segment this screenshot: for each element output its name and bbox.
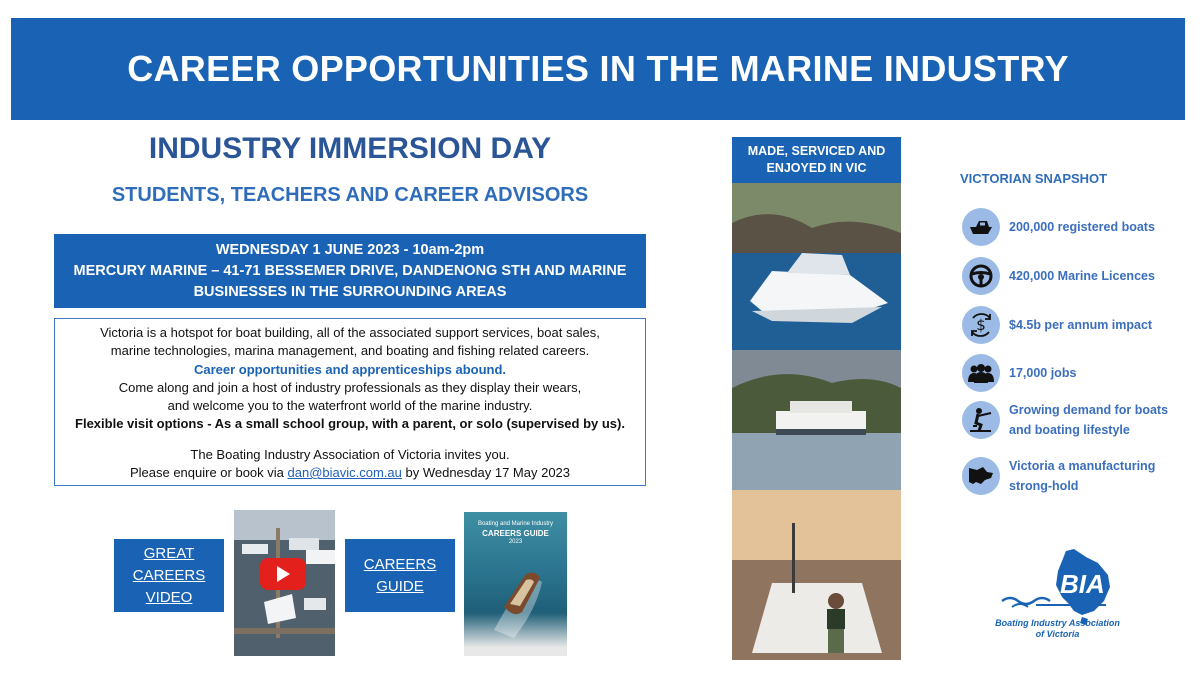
snapshot-text: 420,000 Marine Licences: [1009, 269, 1155, 283]
boats-photo-column: [732, 137, 901, 660]
snapshot-item: [962, 208, 1169, 246]
event-details-box: [54, 234, 646, 308]
victoria-map-icon: [962, 457, 1000, 495]
play-icon: [275, 565, 291, 583]
snapshot-item: [962, 456, 1169, 496]
description-line: marine technologies, marina management, and boating and fishing related careers.: [110, 343, 590, 359]
snapshot-text: 200,000 registered boats: [1009, 220, 1155, 234]
svg-text:BIA: BIA: [1060, 569, 1105, 599]
snapshot-text: 17,000 jobs: [1009, 366, 1077, 380]
description-highlight: Career opportunities and apprenticeships abound.: [193, 361, 507, 377]
photo-column-heading: MADE, SERVICED AND ENJOYED IN VIC: [732, 137, 901, 183]
snapshot-item: [962, 306, 1169, 344]
careers-guide-link[interactable]: CAREERS GUIDE: [345, 539, 455, 612]
header-banner: [11, 18, 1185, 120]
snapshot-text: Victoria a manufacturing strong-hold: [1009, 459, 1156, 493]
boat-icon: [962, 208, 1000, 246]
description-line: and welcome you to the waterfront world of the marine industry.: [167, 398, 533, 414]
description-line: Come along and join a host of industry professionals as they display their wears,: [118, 379, 582, 395]
invitation-line: The Boating Industry Association of Victoria invites you.: [190, 446, 510, 462]
snapshot-item: [962, 354, 1169, 392]
careers-guide-cover[interactable]: Boating and Marine Industry CAREERS GUIDE 2023: [464, 512, 567, 656]
snapshot-text: $4.5b per annum impact: [1009, 318, 1153, 332]
snapshot-item: [962, 400, 1169, 440]
event-date: WEDNESDAY 1 JUNE 2023 - 10am-2pm: [215, 242, 485, 258]
event-location-cont: BUSINESSES IN THE SURROUNDING AREAS: [193, 284, 507, 300]
bia-organisation-name: Boating Industry Association of Victoria: [995, 618, 1120, 639]
boat-photos: [732, 183, 901, 660]
svg-text:$: $: [976, 316, 986, 334]
water-skier-icon: [962, 401, 1000, 439]
people-icon: [962, 354, 1000, 392]
snapshot-text: Growing demand for boats and boating lifestyle: [1009, 403, 1169, 437]
page-title: CAREER OPPORTUNITIES IN THE MARINE INDUSTRY: [127, 48, 1069, 89]
snapshot-item: [962, 257, 1169, 295]
event-description: [54, 318, 646, 486]
dollar-icon: [962, 306, 1000, 344]
careers-video-link[interactable]: GREAT CAREERS VIDEO: [114, 539, 224, 612]
event-title: INDUSTRY IMMERSION DAY: [148, 132, 552, 165]
email-link[interactable]: dan@biavic.com.au: [287, 465, 402, 481]
event-audience: STUDENTS, TEACHERS AND CAREER ADVISORS: [111, 184, 589, 206]
play-button[interactable]: [260, 558, 306, 590]
event-location: MERCURY MARINE – 41-71 BESSEMER DRIVE, DANDENONG STH AND MARINE: [73, 263, 627, 279]
speedboat-image: [464, 512, 567, 656]
steering-wheel-icon: [962, 257, 1000, 295]
enquire-line: Please enquire or book via dan@biavic.com.au by Wednesday 17 May 2023: [129, 465, 571, 481]
video-thumbnail[interactable]: [234, 510, 335, 656]
snapshot-title: VICTORIAN SNAPSHOT: [960, 171, 1108, 186]
description-line: Victoria is a hotspot for boat building, all of the associated support services, boat sales,: [100, 325, 600, 340]
flexible-options: Flexible visit options - As a small school group, with a parent, or solo (supervised by us).: [75, 416, 625, 432]
